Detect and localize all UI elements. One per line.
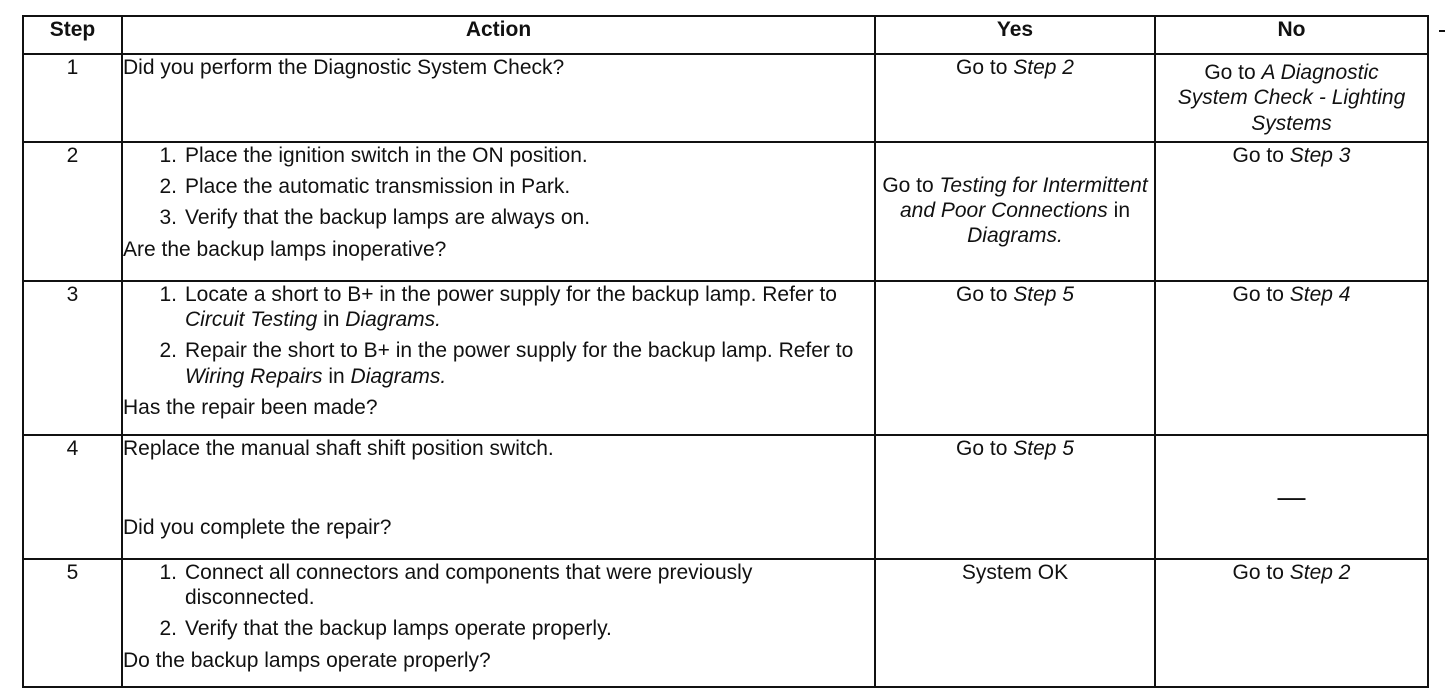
header-step: Step [23, 16, 122, 54]
item-text: Place the automatic transmission in Park. [185, 175, 571, 199]
action-cell [122, 559, 875, 687]
table-row [23, 54, 1428, 142]
step-number: 5 [23, 559, 122, 687]
header-no: No [1155, 16, 1428, 54]
action-instruction: Replace the manual shaft shift position switch. [123, 437, 554, 460]
item-number: 1. [159, 144, 177, 167]
yes-cell[interactable] [875, 142, 1155, 281]
table-row [23, 559, 1428, 687]
header-action: Action [122, 16, 875, 54]
no-cell[interactable] [1155, 281, 1428, 435]
table-row [23, 142, 1428, 281]
yes-cell[interactable] [875, 435, 1155, 559]
table-row [23, 435, 1428, 559]
list-item [123, 282, 874, 332]
no-cell[interactable] [1155, 559, 1428, 687]
item-number: 1. [159, 283, 177, 306]
yes-mid: in [1107, 199, 1130, 223]
no-cell[interactable] [1155, 142, 1428, 281]
item-number: 3. [159, 206, 177, 230]
step-number: 1 [23, 54, 122, 142]
action-question: Did you perform the Diagnostic System Check? [123, 56, 565, 79]
instruction-list [123, 560, 874, 642]
action-cell [122, 142, 875, 281]
item-number: 2. [159, 339, 177, 363]
yes-prefix: Go to [956, 437, 1014, 460]
instruction-list [123, 143, 874, 231]
diagrams-link[interactable]: Diagrams. [345, 308, 441, 332]
table-row [23, 281, 1428, 435]
no-prefix: Go to [1232, 283, 1290, 306]
no-link[interactable]: Step 4 [1289, 283, 1351, 306]
item-number: 2. [159, 617, 177, 641]
action-cell [122, 54, 875, 142]
step-number: 2 [23, 142, 122, 281]
yes-link-diagrams[interactable]: Diagrams. [967, 224, 1063, 248]
action-cell [122, 281, 875, 435]
list-item [123, 616, 874, 641]
diagnostic-table [22, 15, 1429, 688]
list-item [123, 205, 874, 230]
yes-prefix: Go to [956, 283, 1014, 306]
action-question: Do the backup lamps operate properly? [123, 648, 491, 672]
item-number: 2. [159, 175, 177, 199]
yes-prefix: Go to [956, 56, 1014, 79]
no-cell [1155, 435, 1428, 559]
list-item [123, 174, 874, 199]
action-cell [122, 435, 875, 559]
yes-link[interactable]: Step 5 [1013, 283, 1074, 306]
action-question: Has the repair been made? [123, 395, 378, 419]
system-ok-text: System OK [961, 561, 1069, 584]
circuit-testing-link[interactable]: Circuit Testing [185, 308, 318, 332]
instruction-list [123, 282, 874, 389]
list-item [123, 560, 874, 610]
header-row [23, 16, 1428, 54]
header-yes: Yes [875, 16, 1155, 54]
item-text: Verify that the backup lamps operate properly. [185, 617, 612, 641]
item-text: Place the ignition switch in the ON position. [185, 144, 588, 167]
item-number: 1. [159, 561, 177, 584]
item-text: Connect all connectors and components that were previously disconnected. [185, 561, 753, 610]
yes-link[interactable]: Step 2 [1013, 56, 1074, 79]
action-question: Did you complete the repair? [123, 515, 392, 539]
no-prefix: Go to [1232, 144, 1290, 167]
no-link[interactable]: Step 2 [1289, 561, 1351, 584]
item-text: Locate a short to B+ in the power supply for the backup lamp. Refer to Circuit Testing in Diagrams. [185, 283, 837, 332]
yes-cell[interactable] [875, 281, 1155, 435]
yes-cell [875, 559, 1155, 687]
no-prefix: Go to [1204, 61, 1262, 85]
diagrams-link[interactable]: Diagrams. [350, 364, 447, 388]
list-item [123, 143, 874, 168]
no-action-dash: — [1277, 481, 1306, 513]
yes-prefix: Go to [882, 174, 940, 197]
action-question: Are the backup lamps inoperative? [123, 237, 447, 261]
no-link[interactable]: Step 3 [1289, 144, 1351, 167]
yes-cell[interactable] [875, 54, 1155, 142]
item-text: Repair the short to B+ in the power supply for the backup lamp. Refer to Wiring Repairs in Diagrams. [185, 339, 854, 388]
wiring-repairs-link[interactable]: Wiring Repairs [185, 364, 323, 388]
item-text: Verify that the backup lamps are always on. [185, 206, 591, 230]
yes-link[interactable]: Testing for Intermittent and Poor Connections [900, 174, 1148, 223]
step-number: 4 [23, 435, 122, 559]
list-item [123, 338, 874, 388]
no-cell[interactable] [1155, 54, 1428, 142]
step-number: 3 [23, 281, 122, 435]
edge-mark [1439, 30, 1445, 32]
no-link[interactable]: A Diagnostic System Check - Lighting Systems [1177, 61, 1406, 135]
no-prefix: Go to [1232, 561, 1290, 584]
yes-link[interactable]: Step 5 [1013, 437, 1074, 460]
